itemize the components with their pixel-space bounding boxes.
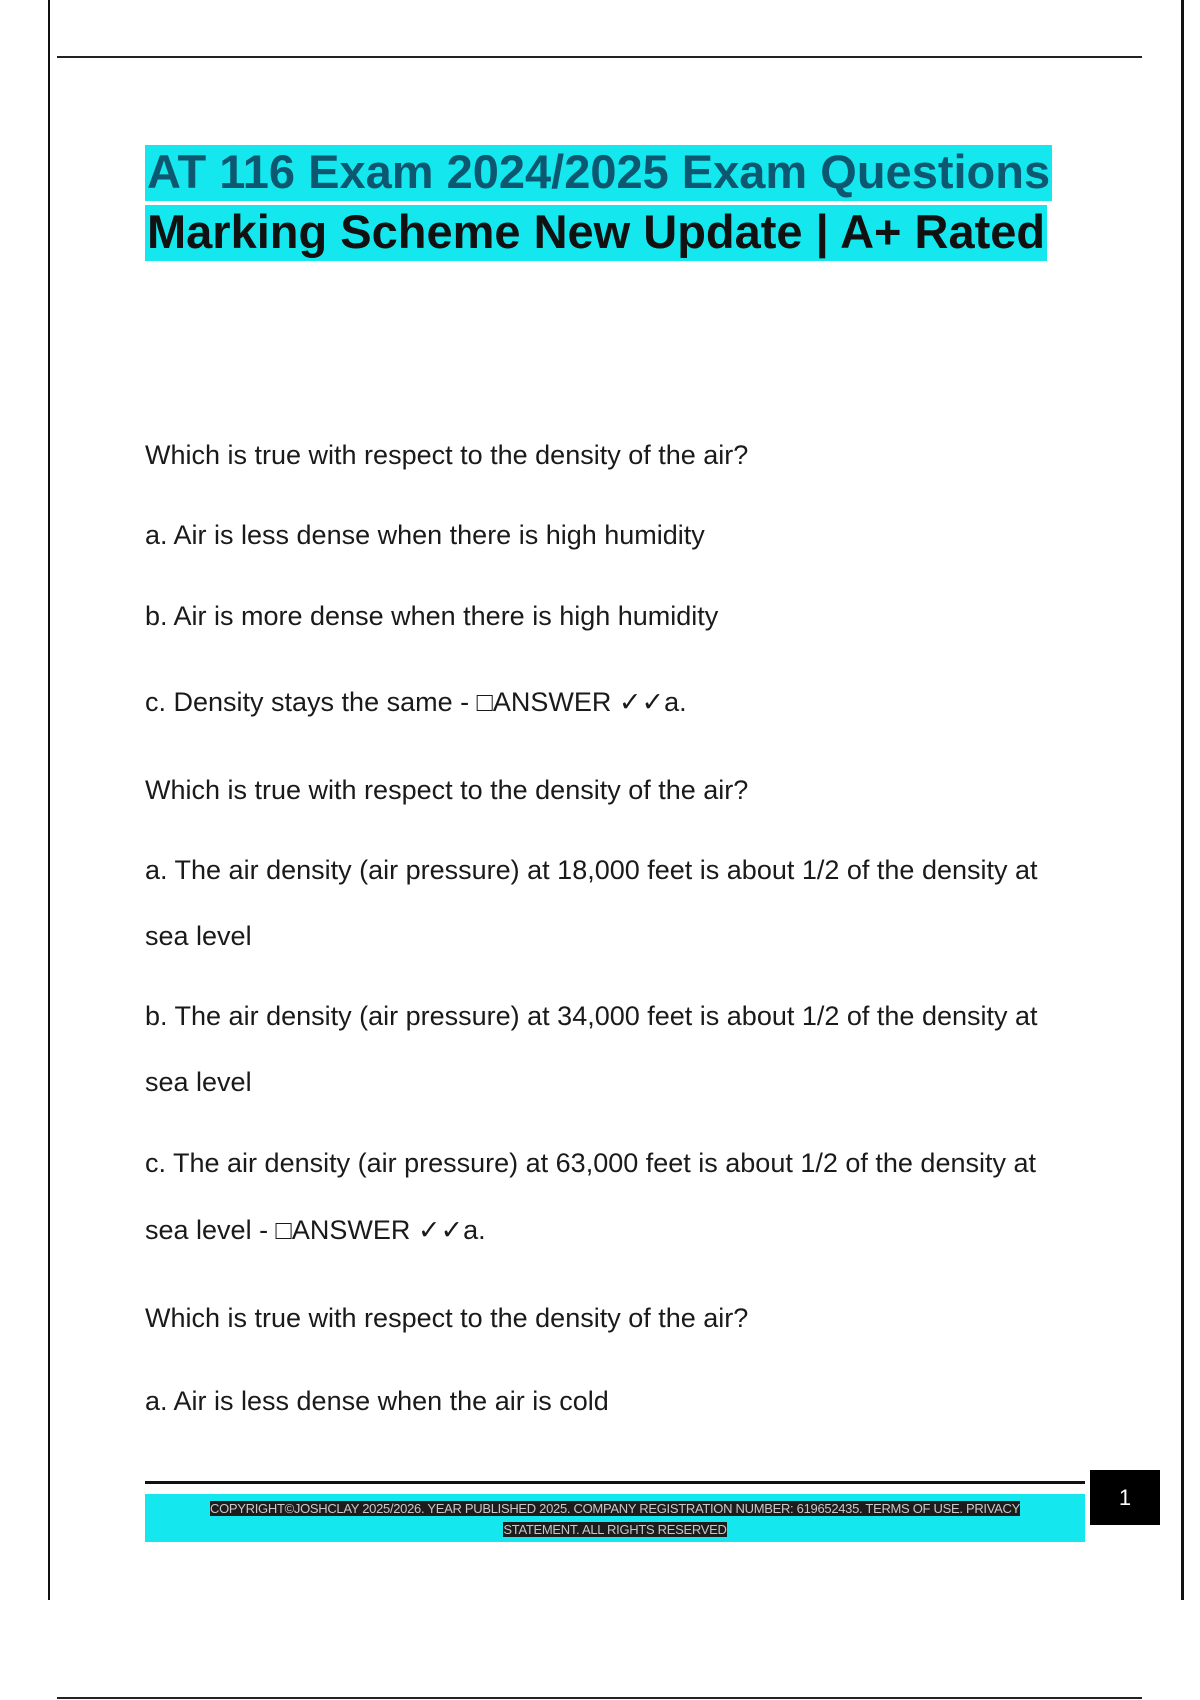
- question-1-option-b: b. Air is more dense when there is high humidity: [145, 601, 719, 631]
- header-rule: [57, 56, 1142, 58]
- footer-band: [145, 1494, 1085, 1542]
- page-border-right: [1181, 0, 1184, 1600]
- question-2: Which is true with respect to the density of the air?: [145, 775, 749, 805]
- question-2-option-c: c. The air density (air pressure) at 63,000 feet is about 1/2 of the density at: [145, 1148, 1036, 1178]
- document-title: [145, 142, 1085, 262]
- footer-rule: [145, 1481, 1085, 1484]
- footer-copyright: COPYRIGHT©JOSHCLAY 2025/2026. YEAR PUBLISHED 2025. COMPANY REGISTRATION NUMBER: 619652435. TERMS OF USE. PRIVACY STATEMENT. ALL RIGHTS RESERVED: [210, 1501, 1020, 1537]
- question-2-option-b-cont: sea level: [145, 1067, 252, 1097]
- page-border-left: [48, 0, 50, 1600]
- title-line-2: Marking Scheme New Update | A+ Rated: [145, 205, 1047, 261]
- footer-copyright-wrap: [175, 1498, 1055, 1540]
- question-1: Which is true with respect to the density of the air?: [145, 440, 749, 470]
- question-2-option-b: b. The air density (air pressure) at 34,000 feet is about 1/2 of the density at: [145, 1001, 1038, 1031]
- question-1-option-a: a. Air is less dense when there is high humidity: [145, 520, 705, 550]
- question-1-option-c: c. Density stays the same - □ANSWER ✓✓a.: [145, 687, 687, 717]
- page-number: 1: [1090, 1470, 1160, 1525]
- page-bottom-rule: [57, 1697, 1142, 1699]
- question-3-option-a: a. Air is less dense when the air is cold: [145, 1386, 609, 1416]
- title-line-1: AT 116 Exam 2024/2025 Exam Questions: [145, 145, 1052, 201]
- question-3: Which is true with respect to the density of the air?: [145, 1303, 749, 1333]
- question-2-option-c-cont: sea level - □ANSWER ✓✓a.: [145, 1215, 486, 1245]
- question-2-option-a: a. The air density (air pressure) at 18,000 feet is about 1/2 of the density at: [145, 855, 1038, 885]
- question-2-option-a-cont: sea level: [145, 921, 252, 951]
